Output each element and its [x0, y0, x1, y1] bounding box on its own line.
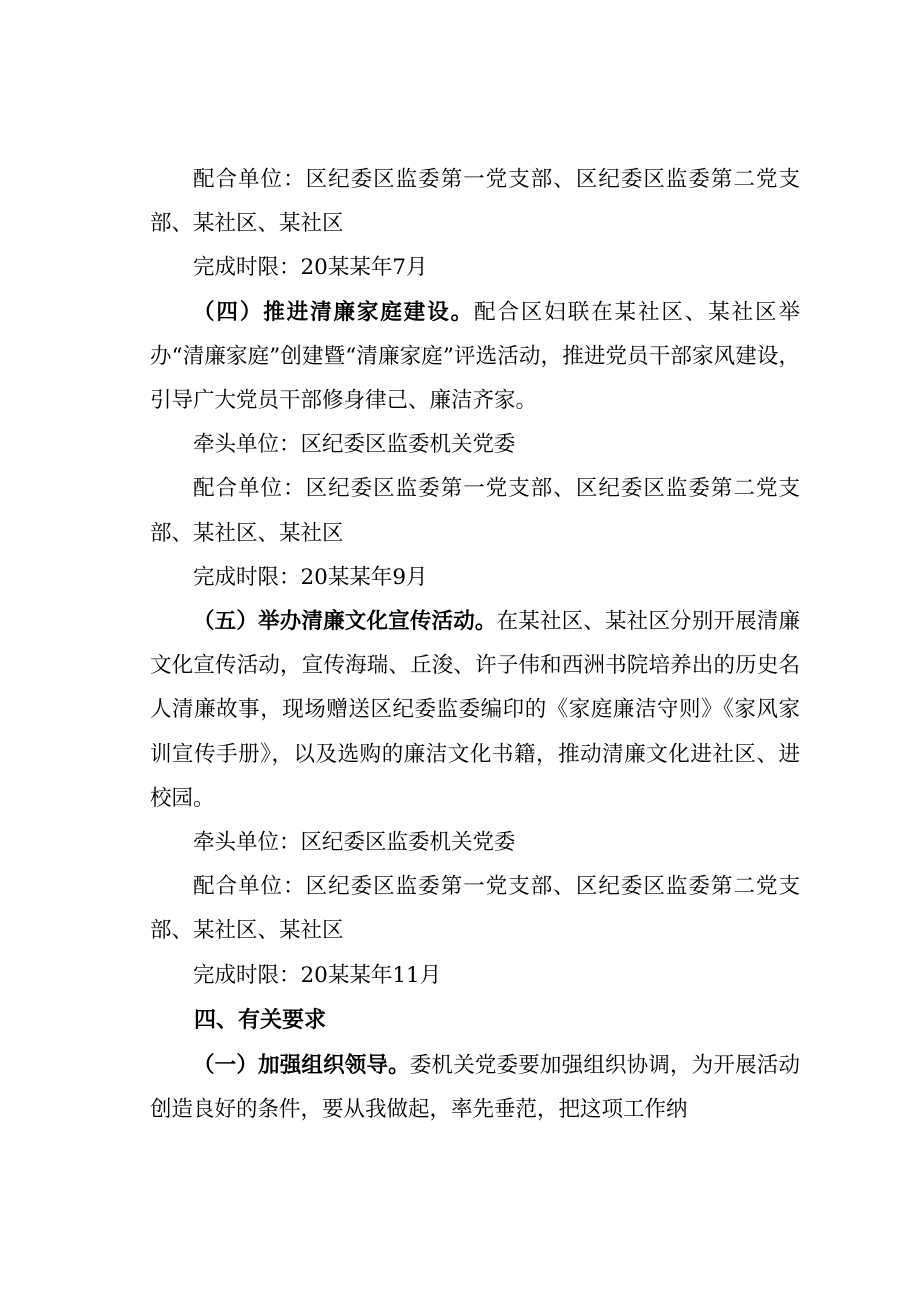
item-five-body: 在某社区、某社区分别开展清廉文化宣传活动，宣传海瑞、丘浚、许子伟和西洲书院培养出的历史名人清廉故事，现场赠送区纪委监委编印的《家庭廉洁守则》《家风家训宣传手册》，以及选购的廉洁文化书籍，推动清廉文化进社区、进校园。 — [150, 609, 800, 811]
item-four-body: 配合区妇联在某社区、某社区举办“清廉家庭”创建暨“清廉家庭”评选活动，推进党员干部家风建设，引导广大党员干部修身律己、廉洁齐家。 — [150, 299, 800, 414]
item-one-body: 委机关党委要加强组织协调，为开展活动创造良好的条件，要从我做起，率先垂范，把这项工作纳 — [150, 1052, 800, 1123]
paragraph-item-one — [150, 1044, 800, 1132]
paragraph-cooperating-units-3: 配合单位：区纪委区监委第一党支部、区纪委区监委第二党支部、某社区、某社区 — [150, 874, 800, 944]
paragraph-cooperating-units-1: 配合单位：区纪委区监委第一党支部、区纪委区监委第二党支部、某社区、某社区 — [150, 167, 800, 237]
paragraph-deadline-3: 完成时限：20某某年11月 — [193, 962, 442, 988]
item-five-lead: （五）举办清廉文化宣传活动。 — [193, 609, 497, 635]
section-heading-requirements: 四、有关要求 — [194, 1007, 327, 1033]
item-four-lead: （四）推进清廉家庭建设。 — [193, 299, 475, 325]
paragraph-deadline-1: 完成时限：20某某年7月 — [193, 255, 428, 281]
paragraph-cooperating-units-2: 配合单位：区纪委区监委第一党支部、区纪委区监委第二党支部、某社区、某社区 — [150, 476, 800, 546]
paragraph-item-five — [150, 600, 800, 821]
document-page — [150, 158, 800, 1132]
item-one-lead: （一）加强组织领导。 — [193, 1052, 410, 1078]
paragraph-item-four — [150, 291, 800, 424]
paragraph-deadline-2: 完成时限：20某某年9月 — [193, 564, 428, 590]
paragraph-lead-unit-1: 牵头单位：区纪委区监委机关党委 — [193, 432, 516, 458]
paragraph-lead-unit-2: 牵头单位：区纪委区监委机关党委 — [193, 830, 516, 856]
